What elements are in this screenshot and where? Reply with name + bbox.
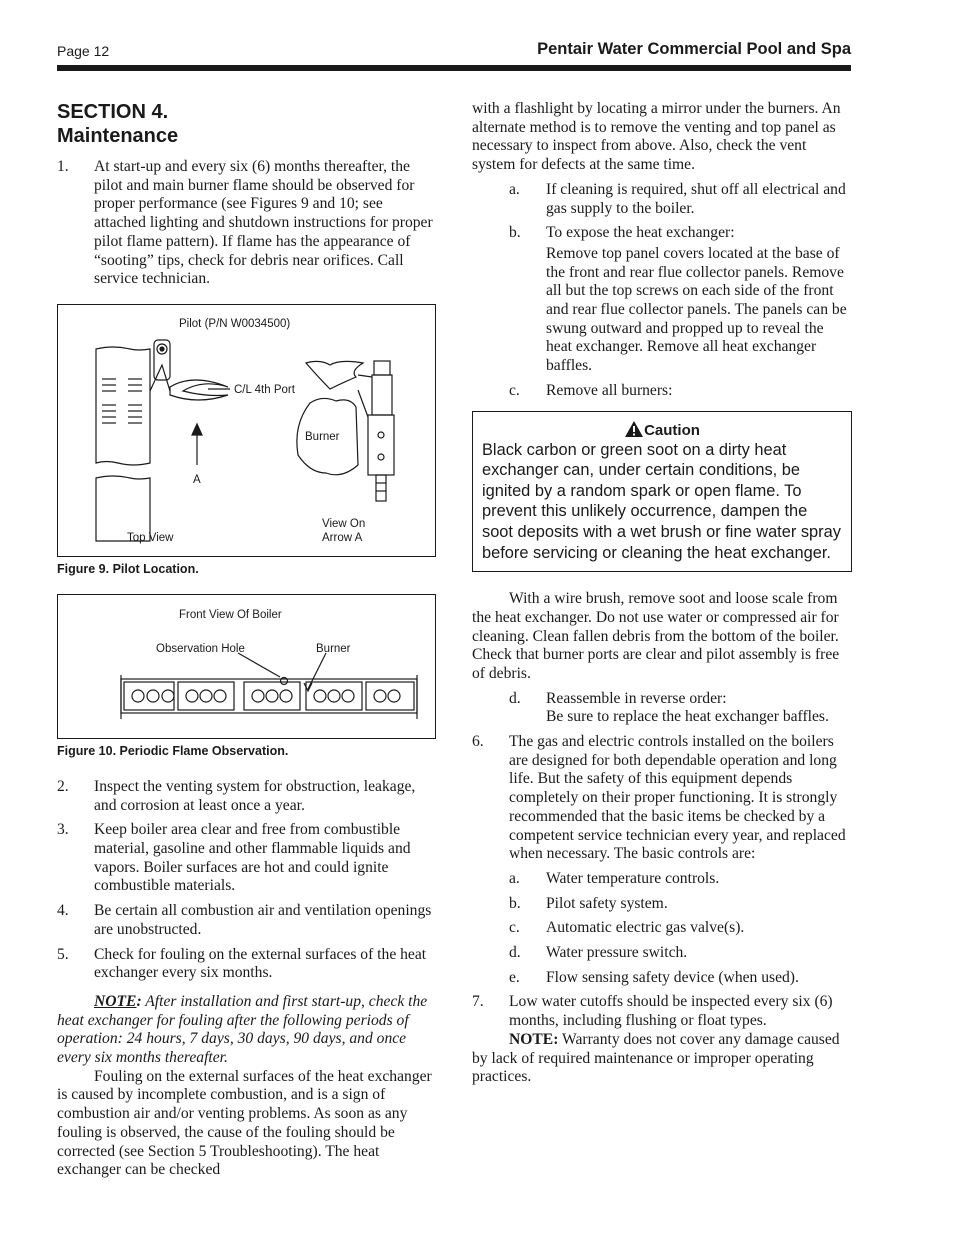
step-letter: c.: [509, 381, 520, 399]
caution-text: Black carbon or green soot on a dirty heat exchanger can, under certain conditions, be ignited by a random spark or open flame. To prevent this unlikely occurrence, dampen the soot deposits with a wet brush or fine water spray before servicing or cleaning the heat exchanger.: [482, 440, 841, 562]
figure-10-caption: Figure 10. Periodic Flame Observation.: [57, 743, 289, 758]
note-text: After installation and first start-up, check the heat exchanger for fouling after the following periods of operation: 24 hours, 7 days, 30 days, 90 days, and once every six months thereafter.: [57, 992, 428, 1067]
inspection-paragraph: with a flashlight by locating a mirror under the burners. An alternate method is to remove the venting and top panel as necessary to inspect from above. Also, check the vent system for defects at the same time.: [472, 100, 841, 174]
step-b-detail: Remove top panel covers located at the base of the front and rear flue collector panels. Remove all but the top screws on each side of the front and rear flue collector panels. The panels can be swung outward and propped up to reveal the heat exchanger. Remove all heat exchanger baffles.: [546, 244, 847, 375]
figure-9-caption: Figure 9. Pilot Location.: [57, 561, 199, 576]
step-c: [472, 382, 852, 401]
item-text: At start-up and every six (6) months thereafter, the pilot and main burner flame should be observed for proper performance (see Figures 9 and 10; see attached lighting and shutdown instructions for proper pilot flame pattern). If flame has the appearance of “sooting” tips, check for debris near orifices. Call service technician.: [94, 158, 433, 288]
list-item-6: [472, 733, 852, 864]
caution-heading: [482, 420, 842, 439]
fouling-paragraph: Fouling on the external surfaces of the heat exchanger is caused by incomplete combustion, and is a sign of combustion air and/or venting problems. As soon as any fouling is observed, the cause of the fouling should be corrected (see Section 5 Troubleshooting). The heat exchanger can be checked: [57, 1067, 432, 1179]
control-text: Flow sensing safety device (when used).: [546, 968, 799, 986]
item-number: 6.: [472, 733, 484, 751]
step-letter: b.: [509, 224, 521, 242]
control-item: [472, 944, 852, 963]
caution-box: [472, 411, 852, 573]
list-item-1: [57, 158, 437, 289]
item-text: Low water cutoffs should be inspected every six (6) months, including flushing or float types.: [509, 993, 833, 1030]
page-header: [57, 38, 851, 62]
item-text: The gas and electric controls installed on the boilers are designed for both dependable operation and long life. But the safety of this equipment depends completely on their proper functioning. It is strongly recommended that the basic items be checked by a competent service technician every year, and replaced when necessary. The basic controls are:: [509, 733, 846, 863]
wire-brush-paragraph: With a wire brush, remove soot and loose scale from the heat exchanger. Do not use water or compressed air for cleaning. Clean fallen debris from the bottom of the boiler. Check that burner ports are clear and pilot assembly is free of debris.: [472, 590, 840, 682]
note-text: Warranty does not cover any damage caused by lack of required maintenance or improper operating practices.: [472, 1030, 840, 1086]
item-number: 4.: [57, 902, 69, 920]
item-number: 2.: [57, 777, 69, 795]
left-column: [57, 100, 437, 1180]
note-colon: :: [136, 992, 142, 1010]
control-text: Automatic electric gas valve(s).: [546, 919, 745, 937]
step-d-detail: Be sure to replace the heat exchanger baffles.: [546, 708, 829, 726]
header-rule: [57, 65, 851, 71]
arrow-a-label: Arrow A: [322, 531, 363, 544]
section-number: SECTION 4.: [57, 101, 169, 123]
control-letter: d.: [509, 944, 521, 962]
item-text: Keep boiler area clear and free from combustible material, gasoline and other flammable liquids and vapors. Boiler surfaces are hot and could ignite combustible materials.: [94, 821, 411, 895]
flame-observation-diagram: [58, 595, 435, 738]
item-number: 7.: [472, 993, 484, 1011]
list-item-5: [57, 946, 437, 983]
pilot-label: Pilot (P/N W0034500): [179, 317, 291, 330]
item-text: Inspect the venting system for obstruction, leakage, and corrosion at least once a year.: [94, 777, 416, 814]
control-letter: b.: [509, 894, 521, 912]
list-item-4: [57, 902, 437, 939]
right-column: [472, 100, 852, 1087]
arrow-label: A: [193, 473, 201, 486]
item-text: Be certain all combustion air and ventilation openings are unobstructed.: [94, 902, 432, 938]
warranty-note: [472, 1031, 852, 1087]
step-letter: d.: [509, 689, 521, 707]
control-text: Pilot safety system.: [546, 894, 668, 912]
figure-9-pilot-location: [57, 304, 436, 557]
step-d: [472, 690, 852, 709]
note-installation: [57, 993, 437, 1068]
control-item: [472, 919, 852, 938]
burner-label: Burner: [305, 430, 340, 443]
step-text: Reassemble in reverse order:: [546, 689, 727, 707]
boiler-view-title: Front View Of Boiler: [179, 608, 282, 621]
note-label: NOTE:: [509, 1030, 559, 1048]
port-label: C/L 4th Port: [234, 383, 295, 396]
control-item: [472, 895, 852, 914]
step-a: [472, 181, 852, 218]
control-letter: e.: [509, 968, 520, 986]
list-item-2: [57, 778, 437, 815]
pilot-location-diagram: [58, 305, 435, 556]
company-name: Pentair Water Commercial Pool and Spa: [537, 40, 851, 58]
caution-title: Caution: [644, 421, 700, 439]
control-text: Water temperature controls.: [546, 869, 720, 887]
view-on-label: View On: [322, 517, 366, 530]
top-view-label: Top View: [127, 531, 174, 544]
note-label: NOTE: [94, 992, 137, 1010]
page-number: Page 12: [57, 43, 110, 59]
list-item-7: [472, 993, 852, 1030]
control-text: Water pressure switch.: [546, 944, 688, 962]
figure-10-flame-observation: [57, 594, 436, 739]
control-letter: c.: [509, 919, 520, 937]
control-item: [472, 870, 852, 889]
step-letter: a.: [509, 180, 520, 198]
item-number: 1.: [57, 158, 69, 175]
step-text: If cleaning is required, shut off all electrical and gas supply to the boiler.: [546, 180, 846, 217]
step-text: Remove all burners:: [546, 381, 673, 399]
item-number: 3.: [57, 821, 69, 839]
section-title: Maintenance: [57, 125, 179, 147]
item-text: Check for fouling on the external surfaces of the heat exchanger every six months.: [94, 945, 427, 982]
step-b: [472, 224, 852, 243]
observation-hole-label: Observation Hole: [156, 642, 245, 655]
warning-triangle-icon: [624, 420, 644, 438]
item-number: 5.: [57, 945, 69, 963]
burner-label: Burner: [316, 642, 351, 655]
step-text: To expose the heat exchanger:: [546, 224, 735, 242]
list-item-3: [57, 821, 437, 896]
control-item: [472, 969, 852, 988]
control-letter: a.: [509, 869, 520, 887]
